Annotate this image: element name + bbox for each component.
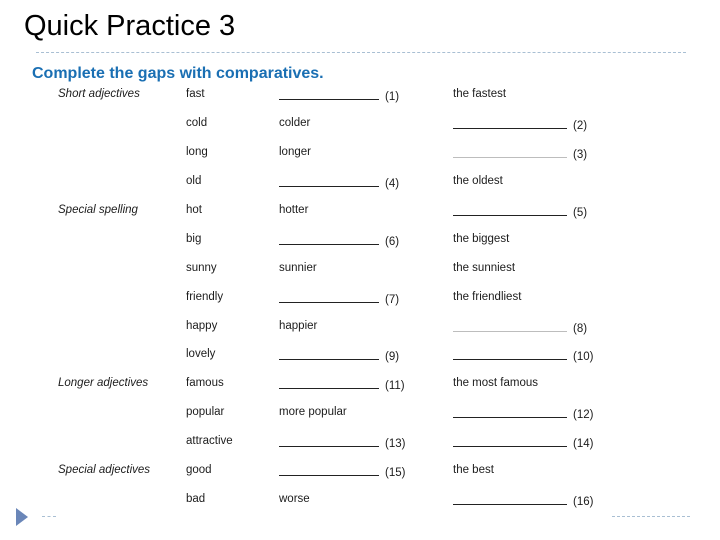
- slide-subtitle: Complete the gaps with comparatives.: [32, 65, 324, 82]
- comparative-cell: [279, 88, 399, 103]
- adjective-cell: happy: [186, 320, 218, 332]
- adjective-cell: long: [186, 146, 208, 158]
- gap-number: (6): [385, 236, 400, 248]
- superlative-cell: [453, 291, 521, 303]
- superlative-cell: [453, 88, 506, 100]
- adjective-cell: hot: [186, 204, 202, 216]
- gap-number: (16): [573, 496, 594, 508]
- adjective-cell: cold: [186, 117, 208, 129]
- superlative-blank[interactable]: [453, 406, 567, 418]
- table-row: [0, 406, 720, 422]
- superlative-cell: [453, 320, 587, 335]
- superlative-blank[interactable]: [453, 435, 567, 447]
- gap-number: (12): [573, 409, 594, 421]
- gap-number: (10): [573, 351, 594, 363]
- gap-number: (15): [385, 467, 406, 479]
- comparative-cell: [279, 146, 311, 158]
- superlative-text: the sunniest: [453, 262, 516, 274]
- comparative-cell: [279, 464, 405, 479]
- comparative-cell: [279, 320, 317, 332]
- superlative-cell: [453, 175, 503, 187]
- table-row: [0, 464, 720, 480]
- comparative-cell: [279, 233, 399, 248]
- superlative-text: the fastest: [453, 88, 507, 100]
- table-row: [0, 175, 720, 191]
- superlative-cell: [453, 377, 538, 389]
- comparative-blank[interactable]: [279, 291, 379, 303]
- gap-number: (11): [385, 380, 405, 392]
- table-row: [0, 88, 720, 104]
- table-row: [0, 291, 720, 307]
- table-row: [0, 435, 720, 451]
- superlative-blank[interactable]: [453, 204, 567, 216]
- adjective-cell: sunny: [186, 262, 217, 274]
- superlative-blank[interactable]: [453, 146, 567, 158]
- gap-number: (5): [573, 207, 588, 219]
- adjective-cell: friendly: [186, 291, 224, 303]
- title-divider: [36, 52, 686, 53]
- superlative-cell: [453, 146, 587, 161]
- comparative-cell: [279, 291, 399, 306]
- table-row: [0, 262, 720, 278]
- adjective-cell: big: [186, 233, 202, 245]
- adjective-cell: bad: [186, 493, 206, 505]
- slide-title: Quick Practice 3: [24, 10, 236, 42]
- gap-number: (2): [573, 120, 588, 132]
- table-row: [0, 320, 720, 336]
- superlative-cell: [453, 435, 593, 450]
- gap-number: (14): [573, 438, 594, 450]
- adjective-cell: popular: [186, 406, 225, 418]
- superlative-cell: [453, 262, 515, 274]
- superlative-text: the friendliest: [453, 291, 522, 303]
- superlative-text: the oldest: [453, 175, 503, 187]
- table-row: [0, 348, 720, 364]
- adjective-cell: good: [186, 464, 212, 476]
- gap-number: (4): [385, 178, 400, 190]
- superlative-blank[interactable]: [453, 117, 567, 129]
- gap-number: (3): [573, 149, 588, 161]
- comparative-cell: [279, 377, 405, 392]
- comparative-cell: [279, 493, 310, 505]
- comparative-blank[interactable]: [279, 464, 379, 476]
- table-row: [0, 117, 720, 133]
- comparative-text: more popular: [279, 406, 347, 418]
- adjective-cell: old: [186, 175, 202, 187]
- table-row: [0, 377, 720, 393]
- footer-divider-left: [42, 516, 56, 517]
- superlative-text: the best: [453, 464, 494, 476]
- superlative-cell: [453, 464, 494, 476]
- superlative-cell: [453, 493, 593, 508]
- comparative-cell: [279, 175, 399, 190]
- category-label: Longer adjectives: [58, 377, 149, 389]
- superlative-blank[interactable]: [453, 320, 567, 332]
- comparative-text: colder: [279, 117, 311, 129]
- superlative-cell: [453, 117, 587, 132]
- comparative-text: hotter: [279, 204, 309, 216]
- gap-number: (8): [573, 323, 588, 335]
- gap-number: (13): [385, 438, 406, 450]
- comparative-cell: [279, 435, 405, 450]
- comparative-cell: [279, 204, 308, 216]
- superlative-cell: [453, 348, 593, 363]
- adjective-cell: fast: [186, 88, 205, 100]
- comparative-text: happier: [279, 320, 318, 332]
- adjective-cell: lovely: [186, 348, 216, 360]
- table-row: [0, 204, 720, 220]
- superlative-blank[interactable]: [453, 493, 567, 505]
- comparative-cell: [279, 406, 347, 418]
- comparative-blank[interactable]: [279, 348, 379, 360]
- superlative-cell: [453, 406, 593, 421]
- footer-divider-right: [612, 516, 690, 517]
- superlative-text: the biggest: [453, 233, 510, 245]
- table-row: [0, 493, 720, 509]
- comparative-blank[interactable]: [279, 88, 379, 100]
- comparative-blank[interactable]: [279, 377, 379, 389]
- comparative-blank[interactable]: [279, 435, 379, 447]
- superlative-cell: [453, 233, 509, 245]
- adjective-cell: famous: [186, 377, 224, 389]
- superlative-text: the most famous: [453, 377, 539, 389]
- category-label: Short adjectives: [58, 88, 140, 100]
- gap-number: (1): [385, 91, 400, 103]
- comparative-cell: [279, 117, 310, 129]
- gap-number: (7): [385, 294, 400, 306]
- comparative-text: worse: [279, 493, 310, 505]
- category-label: Special spelling: [58, 204, 138, 216]
- gap-number: (9): [385, 351, 400, 363]
- comparative-cell: [279, 348, 399, 363]
- superlative-blank[interactable]: [453, 348, 567, 360]
- table-row: [0, 146, 720, 162]
- table-row: [0, 233, 720, 249]
- category-label: Special adjectives: [58, 464, 151, 476]
- adjective-cell: attractive: [186, 435, 233, 447]
- triangle-bullet-icon: [16, 508, 28, 526]
- comparative-text: longer: [279, 146, 311, 158]
- comparative-cell: [279, 262, 317, 274]
- superlative-cell: [453, 204, 587, 219]
- comparative-blank[interactable]: [279, 233, 379, 245]
- comparative-text: sunnier: [279, 262, 317, 274]
- comparative-blank[interactable]: [279, 175, 379, 187]
